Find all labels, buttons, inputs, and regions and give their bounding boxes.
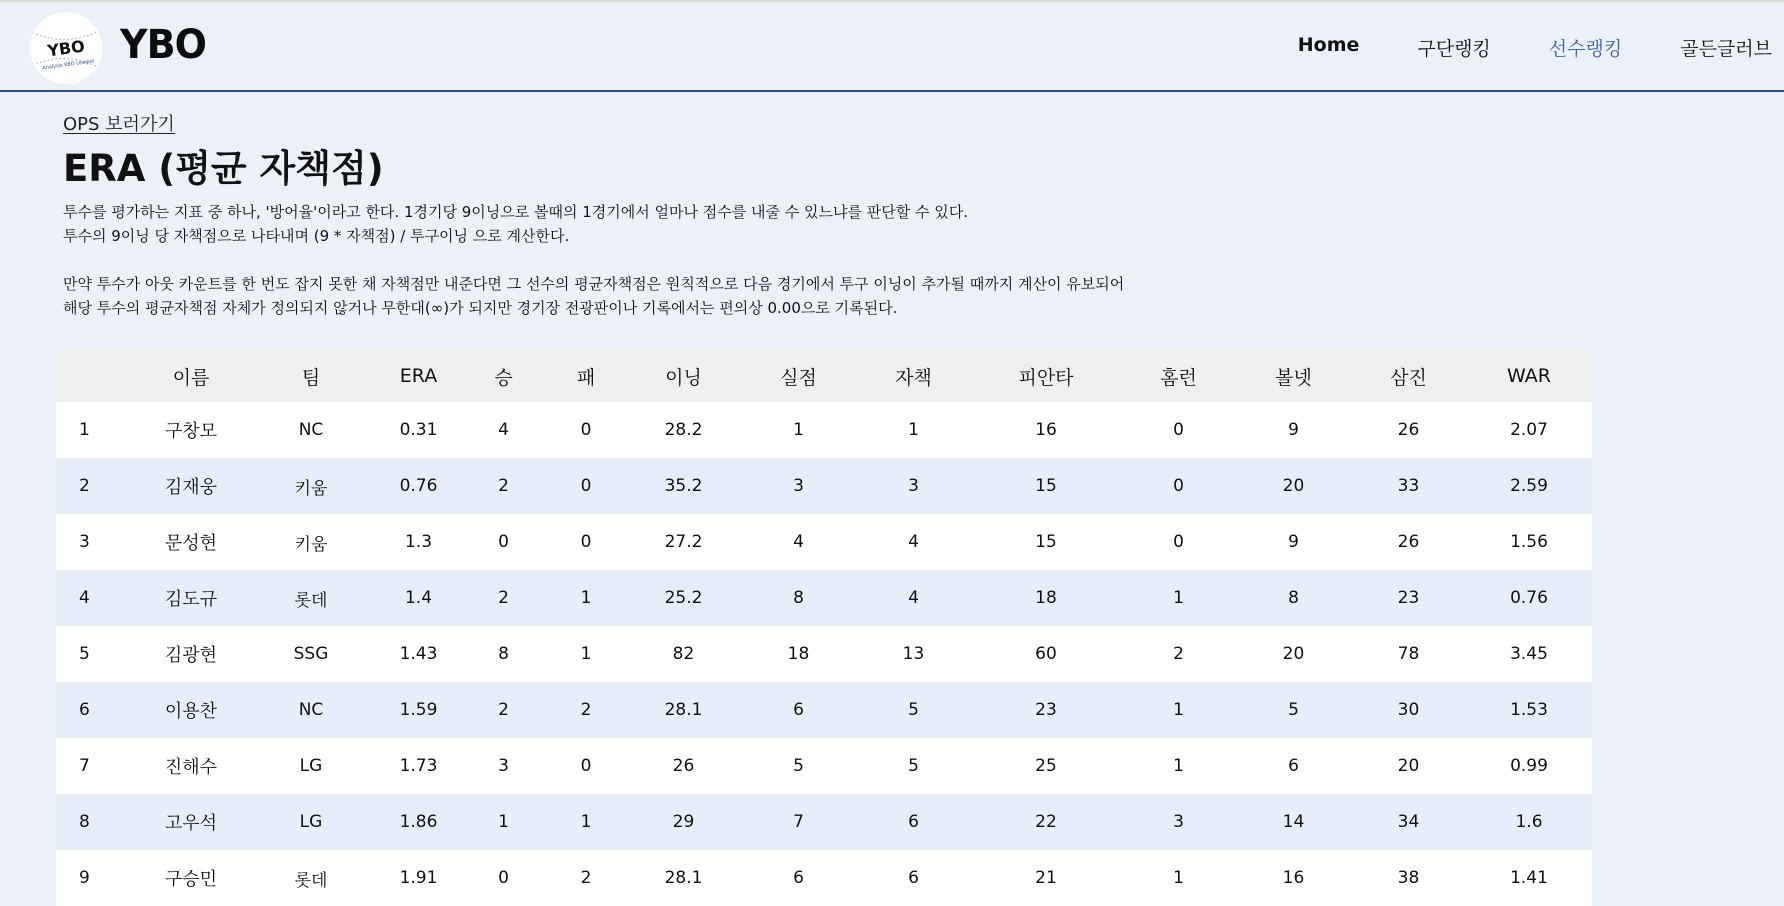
team-cell: 키움 (294, 478, 328, 499)
table-row[interactable] (56, 738, 1592, 794)
description-line: 만약 투수가 아웃 카운트를 한 번도 잡지 못한 채 자책점만 내준다면 그 선수의 평균자책점은 원칙적으로 다음 경기에서 투구 이닝이 추가될 때까지 계산이 유보되어 (63, 275, 1125, 293)
era-cell: 1.59 (399, 700, 438, 720)
team-cell: 키움 (294, 534, 328, 555)
runs-cell: 18 (787, 644, 810, 664)
player-name-cell[interactable]: 이용찬 (164, 701, 218, 722)
era-header[interactable]: ERA (399, 365, 438, 387)
innings-cell: 35.2 (664, 476, 703, 496)
description-line: 해당 투수의 평균자책점 자체가 정의되지 않거나 무한대(∞)가 되지만 경기장 전광판이나 기록에서는 편의상 0.00으로 기록된다. (63, 299, 898, 317)
team-cell: 롯데 (294, 870, 328, 891)
walks-cell: 6 (1288, 756, 1299, 776)
baseball-logo-icon (30, 12, 102, 84)
table-body (56, 402, 1592, 906)
name-header[interactable]: 이름 (172, 366, 210, 389)
runs-cell: 3 (793, 476, 804, 496)
team-cell: LG (299, 756, 323, 776)
losses-cell: 0 (580, 532, 592, 552)
strikeouts-cell: 26 (1397, 532, 1420, 552)
page-title: ERA (평균 자책점) (63, 147, 384, 190)
losses-cell: 0 (580, 756, 592, 776)
losses-cell: 0 (580, 476, 592, 496)
rank-cell: 3 (79, 532, 90, 552)
earned-runs-cell: 3 (908, 476, 919, 496)
era-table-container (56, 350, 1592, 906)
walks-cell: 14 (1282, 812, 1305, 832)
strikeouts-header[interactable]: 삼진 (1390, 366, 1427, 389)
strikeouts-cell: 34 (1397, 812, 1420, 832)
table-row[interactable] (56, 682, 1592, 738)
strikeouts-cell: 38 (1397, 868, 1420, 888)
team-cell: NC (298, 700, 324, 720)
homeruns-cell: 1 (1173, 700, 1184, 720)
earned-runs-header[interactable]: 자책 (895, 366, 932, 389)
player-name-cell[interactable]: 김도규 (164, 589, 218, 610)
earned-runs-cell: 6 (908, 812, 919, 832)
homeruns-cell: 0 (1173, 420, 1184, 440)
war-cell: 0.99 (1510, 756, 1548, 776)
era-cell: 1.73 (399, 756, 438, 776)
logo-subtext: Analysis KBO League (41, 58, 95, 72)
nav-team-ranking[interactable]: 구단랭킹 (1417, 38, 1491, 60)
wins-cell: 0 (498, 868, 509, 888)
table-row[interactable] (56, 626, 1592, 682)
team-cell: SSG (293, 644, 329, 664)
innings-cell: 28.1 (664, 700, 703, 720)
wins-cell: 3 (498, 756, 509, 776)
logo[interactable] (30, 12, 102, 84)
hits-cell: 22 (1035, 812, 1057, 832)
losses-cell: 2 (580, 868, 592, 888)
team-cell: LG (299, 812, 323, 832)
player-name-cell[interactable]: 김광현 (164, 645, 218, 666)
war-cell: 1.53 (1510, 700, 1548, 720)
homeruns-cell: 0 (1173, 476, 1184, 496)
team-header[interactable]: 팀 (301, 366, 321, 389)
main-nav (1240, 34, 1772, 61)
rank-cell: 8 (79, 812, 90, 832)
era-cell: 0.31 (399, 420, 438, 440)
walks-cell: 9 (1288, 532, 1299, 552)
wins-cell: 8 (498, 644, 509, 664)
wins-cell: 0 (498, 532, 509, 552)
earned-runs-cell: 4 (908, 588, 919, 608)
rank-cell: 6 (79, 700, 90, 720)
table-row[interactable] (56, 402, 1592, 458)
hits-cell: 21 (1035, 868, 1057, 888)
homeruns-cell: 2 (1173, 644, 1184, 664)
player-name-cell[interactable]: 구승민 (164, 869, 218, 890)
earned-runs-cell: 5 (908, 756, 919, 776)
wins-cell: 4 (498, 420, 509, 440)
wins-cell: 2 (498, 700, 509, 720)
table-row[interactable] (56, 794, 1592, 850)
runs-cell: 8 (793, 588, 804, 608)
table-header-row (56, 350, 1592, 402)
table-row[interactable] (56, 570, 1592, 626)
hits-cell: 25 (1035, 756, 1057, 776)
war-header[interactable]: WAR (1507, 365, 1551, 387)
rank-cell: 4 (79, 588, 90, 608)
innings-cell: 82 (672, 644, 695, 664)
description-line: 투수를 평가하는 지표 중 하나, '방어율'이라고 한다. 1경기당 9이닝으로 볼때의 1경기에서 얼마나 점수를 내줄 수 있느냐를 판단할 수 있다. (63, 203, 968, 221)
earned-runs-cell: 4 (908, 532, 919, 552)
table-row[interactable] (56, 458, 1592, 514)
nav-golden-glove[interactable]: 골든글러브 (1680, 38, 1772, 60)
war-cell: 1.56 (1510, 532, 1548, 552)
brand-title[interactable]: YBO (120, 22, 206, 68)
wins-cell: 2 (498, 588, 509, 608)
innings-cell: 29 (672, 812, 695, 832)
innings-cell: 26 (672, 756, 695, 776)
strikeouts-cell: 26 (1397, 420, 1420, 440)
war-cell: 0.76 (1510, 588, 1548, 608)
war-cell: 1.6 (1515, 812, 1543, 832)
earned-runs-cell: 6 (908, 868, 919, 888)
war-cell: 3.45 (1510, 644, 1548, 664)
nav-home[interactable]: Home (1297, 34, 1360, 56)
walks-header[interactable]: 볼넷 (1275, 366, 1312, 389)
runs-cell: 4 (793, 532, 804, 552)
era-description (63, 200, 1243, 320)
earned-runs-cell: 5 (908, 700, 919, 720)
rank-cell: 2 (79, 476, 90, 496)
losses-cell: 1 (580, 644, 592, 664)
rank-header[interactable] (56, 350, 136, 402)
homeruns-cell: 1 (1173, 756, 1184, 776)
player-name-cell[interactable]: 고우석 (164, 813, 218, 834)
era-cell: 1.4 (404, 588, 433, 608)
rank-cell: 7 (79, 756, 90, 776)
era-ranking-table (56, 350, 1592, 906)
runs-cell: 6 (793, 700, 804, 720)
earned-runs-cell: 13 (902, 644, 925, 664)
earned-runs-cell: 1 (908, 420, 919, 440)
homeruns-cell: 1 (1173, 868, 1184, 888)
walks-cell: 20 (1282, 644, 1305, 664)
player-name-cell[interactable]: 진해수 (164, 757, 218, 778)
era-cell: 1.91 (399, 868, 438, 888)
walks-cell: 16 (1282, 868, 1305, 888)
losses-cell: 1 (580, 812, 592, 832)
homeruns-header[interactable]: 홈런 (1160, 366, 1197, 389)
losses-cell: 2 (580, 700, 592, 720)
hits-cell: 15 (1035, 532, 1057, 552)
era-cell: 1.86 (399, 812, 438, 832)
player-name-cell[interactable]: 김재웅 (164, 477, 218, 498)
hits-header[interactable]: 피안타 (1018, 366, 1074, 389)
table-row[interactable] (56, 514, 1592, 570)
homeruns-cell: 1 (1173, 588, 1184, 608)
innings-cell: 28.1 (664, 868, 703, 888)
strikeouts-cell: 23 (1397, 588, 1420, 608)
war-cell: 2.07 (1510, 420, 1548, 440)
hits-cell: 60 (1035, 644, 1057, 664)
player-name-cell[interactable]: 문성현 (164, 533, 218, 554)
description-line: 투수의 9이닝 당 자책점으로 나타내며 (9 * 자책점) / 투구이닝 으로 계산한다. (63, 227, 570, 245)
innings-header[interactable]: 이닝 (665, 366, 702, 389)
runs-cell: 6 (793, 868, 804, 888)
strikeouts-cell: 20 (1397, 756, 1420, 776)
wins-header[interactable]: 승 (494, 366, 513, 389)
wins-cell: 2 (498, 476, 509, 496)
strikeouts-cell: 30 (1397, 700, 1420, 720)
rank-cell: 5 (79, 644, 90, 664)
hits-cell: 16 (1035, 420, 1057, 440)
era-cell: 1.43 (399, 644, 438, 664)
runs-cell: 1 (793, 420, 804, 440)
homeruns-cell: 3 (1173, 812, 1184, 832)
rank-cell: 1 (79, 420, 90, 440)
walks-cell: 8 (1288, 588, 1299, 608)
ops-link[interactable]: OPS 보러가기 (63, 114, 175, 135)
logo-text: YBO (46, 36, 86, 61)
strikeouts-cell: 78 (1397, 644, 1420, 664)
war-cell: 1.41 (1510, 868, 1548, 888)
losses-cell: 0 (580, 420, 592, 440)
walks-cell: 9 (1288, 420, 1299, 440)
team-cell: NC (298, 420, 324, 440)
team-cell: 롯데 (294, 590, 328, 611)
era-cell: 1.3 (404, 532, 433, 552)
walks-cell: 20 (1282, 476, 1305, 496)
strikeouts-cell: 33 (1397, 476, 1420, 496)
innings-cell: 25.2 (664, 588, 703, 608)
rank-cell: 9 (79, 868, 90, 888)
hits-cell: 15 (1035, 476, 1057, 496)
runs-cell: 7 (793, 812, 804, 832)
innings-cell: 28.2 (664, 420, 703, 440)
walks-cell: 5 (1288, 700, 1299, 720)
innings-cell: 27.2 (664, 532, 703, 552)
losses-cell: 1 (580, 588, 592, 608)
runs-header[interactable]: 실점 (780, 366, 817, 389)
player-name-cell[interactable]: 구창모 (164, 421, 218, 442)
losses-header[interactable]: 패 (576, 366, 596, 389)
nav-player-ranking[interactable]: 선수랭킹 (1548, 38, 1623, 60)
era-cell: 0.76 (399, 476, 438, 496)
site-header (0, 2, 1784, 92)
wins-cell: 1 (498, 812, 509, 832)
hits-cell: 18 (1035, 588, 1057, 608)
war-cell: 2.59 (1510, 476, 1548, 496)
homeruns-cell: 0 (1173, 532, 1184, 552)
hits-cell: 23 (1035, 700, 1057, 720)
runs-cell: 5 (793, 756, 804, 776)
